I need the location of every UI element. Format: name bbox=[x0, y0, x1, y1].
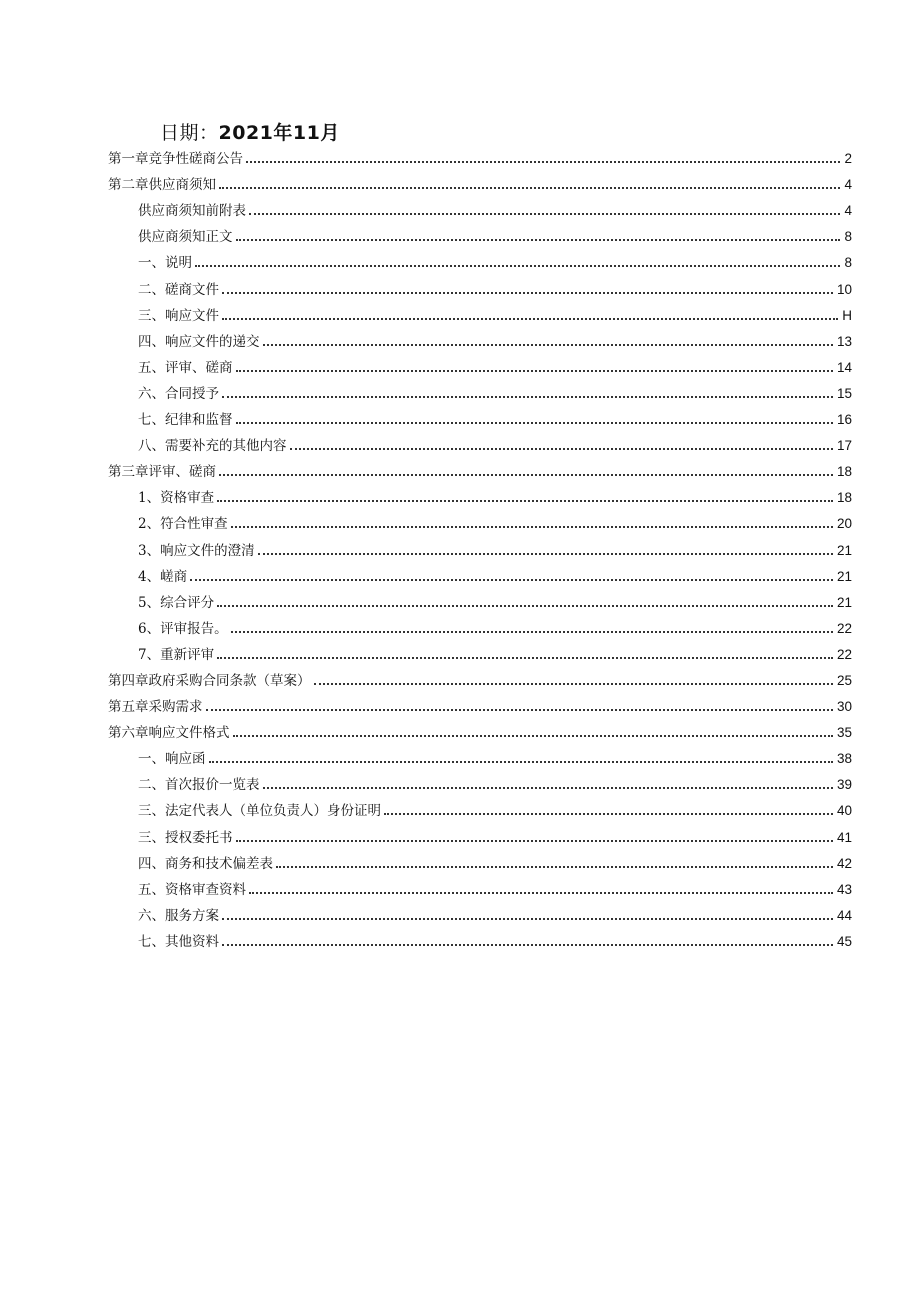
toc-entry-title: 1、资格审查 bbox=[138, 490, 215, 507]
toc-entry-title: 第四章政府采购合同条款（草案） bbox=[108, 672, 311, 689]
toc-entry-page-number: 43 bbox=[836, 881, 852, 897]
toc-entry[interactable] bbox=[108, 377, 852, 403]
toc-entry-page-number: 44 bbox=[836, 907, 852, 923]
toc-entry-title: 第三章评审、磋商 bbox=[108, 464, 216, 481]
toc-dot-leader bbox=[314, 683, 833, 685]
toc-entry[interactable] bbox=[108, 899, 852, 925]
toc-entry-page-number: 18 bbox=[836, 490, 852, 506]
toc-dot-leader bbox=[217, 500, 833, 502]
toc-dot-leader bbox=[217, 605, 833, 607]
toc-entry[interactable] bbox=[108, 638, 852, 664]
toc-dot-leader bbox=[236, 422, 833, 424]
toc-dot-leader bbox=[236, 370, 833, 372]
toc-dot-leader bbox=[276, 866, 833, 868]
toc-entry[interactable] bbox=[108, 325, 852, 351]
toc-dot-leader bbox=[263, 344, 833, 346]
toc-entry-page-number: 4 bbox=[844, 203, 852, 219]
toc-entry-page-number: H bbox=[842, 307, 852, 323]
toc-entry[interactable] bbox=[108, 847, 852, 873]
toc-entry-title: 供应商须知前附表 bbox=[138, 203, 246, 220]
toc-entry[interactable] bbox=[108, 142, 852, 168]
toc-entry[interactable] bbox=[108, 925, 852, 951]
toc-entry[interactable] bbox=[108, 612, 852, 638]
toc-entry-page-number: 35 bbox=[836, 725, 852, 741]
toc-entry-page-number: 10 bbox=[836, 281, 852, 297]
toc-entry[interactable] bbox=[108, 246, 852, 272]
toc-entry[interactable] bbox=[108, 194, 852, 220]
toc-dot-leader bbox=[249, 213, 840, 215]
toc-entry-title: 三、授权委托书 bbox=[138, 829, 233, 846]
toc-entry-page-number: 41 bbox=[836, 829, 852, 845]
toc-dot-leader bbox=[190, 579, 833, 581]
toc-entry-page-number: 21 bbox=[836, 568, 852, 584]
toc-dot-leader bbox=[249, 892, 833, 894]
toc-entry-page-number: 8 bbox=[844, 229, 852, 245]
toc-entry[interactable] bbox=[108, 220, 852, 246]
toc-dot-leader bbox=[217, 657, 833, 659]
toc-entry-title: 三、法定代表人（单位负责人）身份证明 bbox=[138, 803, 381, 820]
toc-entry-page-number: 22 bbox=[836, 620, 852, 636]
toc-entry-page-number: 2 bbox=[844, 151, 852, 167]
toc-dot-leader bbox=[236, 840, 833, 842]
toc-entry-title: 二、磋商文件 bbox=[138, 281, 219, 298]
toc-dot-leader bbox=[263, 787, 833, 789]
toc-entry-page-number: 18 bbox=[836, 464, 852, 480]
toc-entry-title: 6、评审报告。 bbox=[138, 620, 228, 637]
toc-entry-title: 5、综合评分 bbox=[138, 594, 215, 611]
toc-entry-title: 第一章竞争性磋商公告 bbox=[108, 151, 243, 168]
toc-dot-leader bbox=[236, 239, 841, 241]
toc-entry-page-number: 13 bbox=[836, 333, 852, 349]
toc-dot-leader bbox=[233, 735, 833, 737]
toc-entry-page-number: 14 bbox=[836, 359, 852, 375]
date-label: 日期： bbox=[160, 122, 219, 144]
toc-entry-page-number: 4 bbox=[844, 177, 852, 193]
toc-entry[interactable] bbox=[108, 664, 852, 690]
toc-entry-title: 第五章采购需求 bbox=[108, 699, 203, 716]
toc-entry[interactable] bbox=[108, 560, 852, 586]
toc-dot-leader bbox=[195, 265, 840, 267]
toc-dot-leader bbox=[222, 292, 833, 294]
toc-entry[interactable] bbox=[108, 455, 852, 481]
toc-entry-title: 三、响应文件 bbox=[138, 307, 219, 324]
toc-entry-title: 七、纪律和监督 bbox=[138, 412, 233, 429]
toc-entry-title: 一、说明 bbox=[138, 255, 192, 272]
toc-entry[interactable] bbox=[108, 533, 852, 559]
toc-entry[interactable] bbox=[108, 299, 852, 325]
toc-dot-leader bbox=[222, 944, 833, 946]
toc-entry-page-number: 39 bbox=[836, 777, 852, 793]
toc-entry-page-number: 42 bbox=[836, 855, 852, 871]
toc-dot-leader bbox=[219, 474, 833, 476]
toc-dot-leader bbox=[209, 761, 833, 763]
toc-dot-leader bbox=[384, 813, 833, 815]
toc-entry-title: 3、响应文件的澄清 bbox=[138, 542, 255, 559]
toc-entry-title: 五、评审、磋商 bbox=[138, 359, 233, 376]
toc-dot-leader bbox=[246, 161, 840, 163]
toc-dot-leader bbox=[222, 396, 833, 398]
toc-entry[interactable] bbox=[108, 794, 852, 820]
toc-dot-leader bbox=[222, 318, 838, 320]
toc-dot-leader bbox=[258, 553, 833, 555]
toc-dot-leader bbox=[206, 709, 833, 711]
toc-entry-title: 供应商须知正文 bbox=[138, 229, 233, 246]
toc-entry[interactable] bbox=[108, 716, 852, 742]
toc-entry-title: 六、合同授予 bbox=[138, 385, 219, 402]
date-line bbox=[160, 118, 340, 145]
toc-entry-page-number: 8 bbox=[844, 255, 852, 271]
toc-entry-page-number: 20 bbox=[836, 516, 852, 532]
toc-entry-page-number: 30 bbox=[836, 699, 852, 715]
toc-entry[interactable] bbox=[108, 820, 852, 846]
toc-entry-page-number: 15 bbox=[836, 385, 852, 401]
toc-entry-page-number: 25 bbox=[836, 672, 852, 688]
date-value: 2021年11月 bbox=[218, 122, 340, 144]
toc-entry-title: 一、响应函 bbox=[138, 751, 206, 768]
toc-entry[interactable] bbox=[108, 586, 852, 612]
toc-entry-title: 四、商务和技术偏差表 bbox=[138, 855, 273, 872]
toc-dot-leader bbox=[231, 526, 833, 528]
toc-entry-title: 八、需要补充的其他内容 bbox=[138, 438, 287, 455]
toc-entry-page-number: 21 bbox=[836, 542, 852, 558]
toc-entry-title: 二、首次报价一览表 bbox=[138, 777, 260, 794]
toc-entry-page-number: 21 bbox=[836, 594, 852, 610]
toc-entry[interactable] bbox=[108, 272, 852, 298]
toc-entry-title: 第六章响应文件格式 bbox=[108, 725, 230, 742]
toc-entry-title: 7、重新评审 bbox=[138, 646, 215, 663]
toc-entry-title: 2、符合性审查 bbox=[138, 516, 228, 533]
toc-entry[interactable] bbox=[108, 742, 852, 768]
toc-entry[interactable] bbox=[108, 768, 852, 794]
toc-entry[interactable] bbox=[108, 351, 852, 377]
toc-entry[interactable] bbox=[108, 429, 852, 455]
toc-entry[interactable] bbox=[108, 690, 852, 716]
toc-entry-title: 四、响应文件的递交 bbox=[138, 333, 260, 350]
toc-entry-page-number: 38 bbox=[836, 751, 852, 767]
toc-entry[interactable] bbox=[108, 873, 852, 899]
toc-entry[interactable] bbox=[108, 507, 852, 533]
toc-dot-leader bbox=[290, 448, 833, 450]
toc-entry-page-number: 17 bbox=[836, 438, 852, 454]
toc-dot-leader bbox=[219, 187, 840, 189]
toc-entry[interactable] bbox=[108, 403, 852, 429]
toc-entry[interactable] bbox=[108, 481, 852, 507]
toc-entry[interactable] bbox=[108, 168, 852, 194]
table-of-contents bbox=[108, 142, 852, 951]
toc-entry-title: 第二章供应商须知 bbox=[108, 177, 216, 194]
toc-entry-title: 五、资格审查资料 bbox=[138, 881, 246, 898]
toc-entry-title: 六、服务方案 bbox=[138, 907, 219, 924]
toc-entry-title: 4、嵯商 bbox=[138, 568, 188, 585]
toc-entry-page-number: 40 bbox=[836, 803, 852, 819]
toc-entry-title: 七、其他资料 bbox=[138, 933, 219, 950]
toc-dot-leader bbox=[231, 631, 833, 633]
toc-dot-leader bbox=[222, 918, 833, 920]
toc-entry-page-number: 22 bbox=[836, 646, 852, 662]
toc-entry-page-number: 16 bbox=[836, 412, 852, 428]
toc-entry-page-number: 45 bbox=[836, 933, 852, 949]
